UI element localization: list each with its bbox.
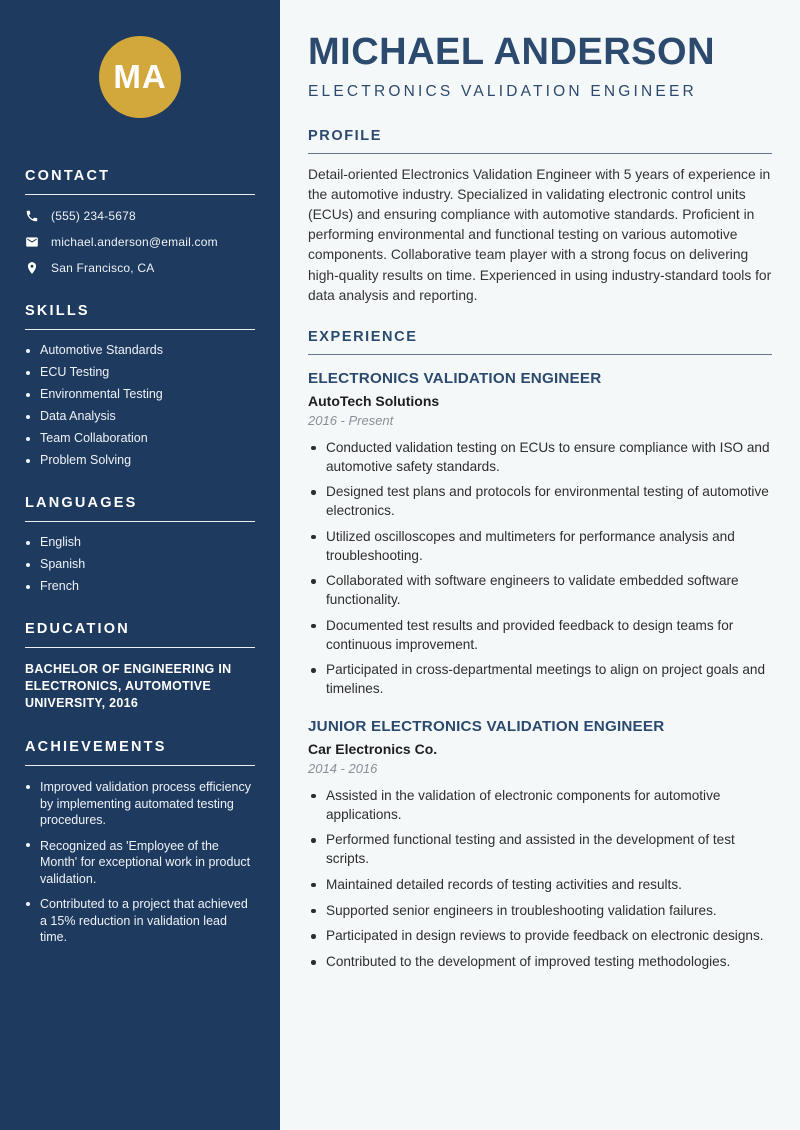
education-section — [25, 621, 255, 712]
contact-heading: CONTACT — [25, 168, 255, 195]
language-item: Spanish — [25, 557, 255, 572]
envelope-icon — [25, 235, 39, 249]
skills-heading: SKILLS — [25, 303, 255, 330]
page-title: MICHAEL ANDERSON — [308, 31, 716, 73]
contact-location-text: San Francisco, CA — [51, 261, 155, 275]
job-entry — [308, 370, 772, 699]
achievement-item: Improved validation process efficiency by implementing automated testing procedures. — [25, 779, 255, 829]
skill-item: Data Analysis — [25, 409, 255, 424]
achievements-section — [25, 739, 255, 946]
contact-item-location — [25, 260, 255, 276]
profile-text: Detail-oriented Electronics Validation Engineer with 5 years of experience in the automotive industry. Specialized in validating electronic control units (ECUs) and ensuring compliance with automotive standards. Proficient in performing environmental and functional testing on various automotive components. Collaborative team player with a strong focus on delivering high-quality results on time. Experienced in using industry-standard tools for data analysis and reporting. — [308, 166, 772, 303]
job-bullet: Utilized oscilloscopes and multimeters for performance analysis and troubleshooting. — [308, 528, 772, 566]
job-entry — [308, 718, 772, 972]
education-heading: EDUCATION — [25, 621, 255, 648]
language-item: English — [25, 535, 255, 550]
skills-list — [25, 343, 255, 468]
job-bullet: Designed test plans and protocols for environmental testing of automotive electronics. — [308, 483, 772, 521]
job-bullet-list — [308, 787, 772, 972]
job-bullet: Contributed to the development of improved testing methodologies. — [308, 953, 772, 972]
job-bullet-list — [308, 439, 772, 699]
job-bullet: Conducted validation testing on ECUs to ensure compliance with ISO and automotive safety standards. — [308, 439, 772, 477]
achievements-heading: ACHIEVEMENTS — [25, 739, 255, 766]
sidebar — [0, 0, 280, 1130]
job-bullet: Documented test results and provided feedback to design teams for continuous improvement. — [308, 617, 772, 655]
contact-list — [25, 208, 255, 276]
languages-list — [25, 535, 255, 594]
achievement-item: Contributed to a project that achieved a 15% reduction in validation lead time. — [25, 896, 255, 946]
experience-heading: EXPERIENCE — [308, 329, 772, 355]
achievements-list — [25, 779, 255, 946]
avatar — [99, 36, 181, 118]
skill-item: Team Collaboration — [25, 431, 255, 446]
skill-item: Environmental Testing — [25, 387, 255, 402]
contact-email-text: michael.anderson@email.com — [51, 235, 218, 249]
education-degree: BACHELOR OF ENGINEERING IN ELECTRONICS, AUTOMOTIVE UNIVERSITY, 2016 — [25, 662, 232, 710]
skills-section — [25, 303, 255, 468]
avatar-initials: MA — [113, 58, 167, 95]
main-content — [280, 0, 800, 1130]
job-company: Car Electronics Co. — [308, 740, 438, 757]
phone-icon — [25, 209, 39, 223]
job-bullet: Participated in design reviews to provide feedback on electronic designs. — [308, 927, 772, 946]
job-dates: 2016 - Present — [308, 412, 394, 428]
contact-section — [25, 168, 255, 276]
skill-item: Automotive Standards — [25, 343, 255, 358]
job-bullet: Participated in cross-departmental meetings to align on project goals and timelines. — [308, 661, 772, 699]
contact-phone-text: (555) 234-5678 — [51, 209, 136, 223]
contact-item-email — [25, 234, 255, 250]
profile-section — [308, 128, 772, 306]
skill-item: ECU Testing — [25, 365, 255, 380]
contact-item-phone — [25, 208, 255, 224]
job-bullet: Assisted in the validation of electronic components for automotive applications. — [308, 787, 772, 825]
skill-item: Problem Solving — [25, 453, 255, 468]
job-bullet: Collaborated with software engineers to validate embedded software functionality. — [308, 572, 772, 610]
job-bullet: Maintained detailed records of testing activities and results. — [308, 876, 772, 895]
job-company: AutoTech Solutions — [308, 392, 440, 409]
job-bullet: Performed functional testing and assisted in the development of test scripts. — [308, 831, 772, 869]
job-title: JUNIOR ELECTRONICS VALIDATION ENGINEER — [308, 717, 665, 735]
experience-section — [308, 329, 772, 972]
headline: ELECTRONICS VALIDATION ENGINEER — [308, 82, 697, 100]
profile-heading: PROFILE — [308, 128, 772, 154]
job-dates: 2014 - 2016 — [308, 760, 378, 776]
languages-heading: LANGUAGES — [25, 495, 255, 522]
achievement-item: Recognized as 'Employee of the Month' for exceptional work in product validation. — [25, 838, 255, 888]
job-bullet: Supported senior engineers in troubleshooting validation failures. — [308, 902, 772, 921]
languages-section — [25, 495, 255, 594]
job-title: ELECTRONICS VALIDATION ENGINEER — [308, 369, 602, 387]
language-item: French — [25, 579, 255, 594]
location-icon — [25, 261, 39, 275]
